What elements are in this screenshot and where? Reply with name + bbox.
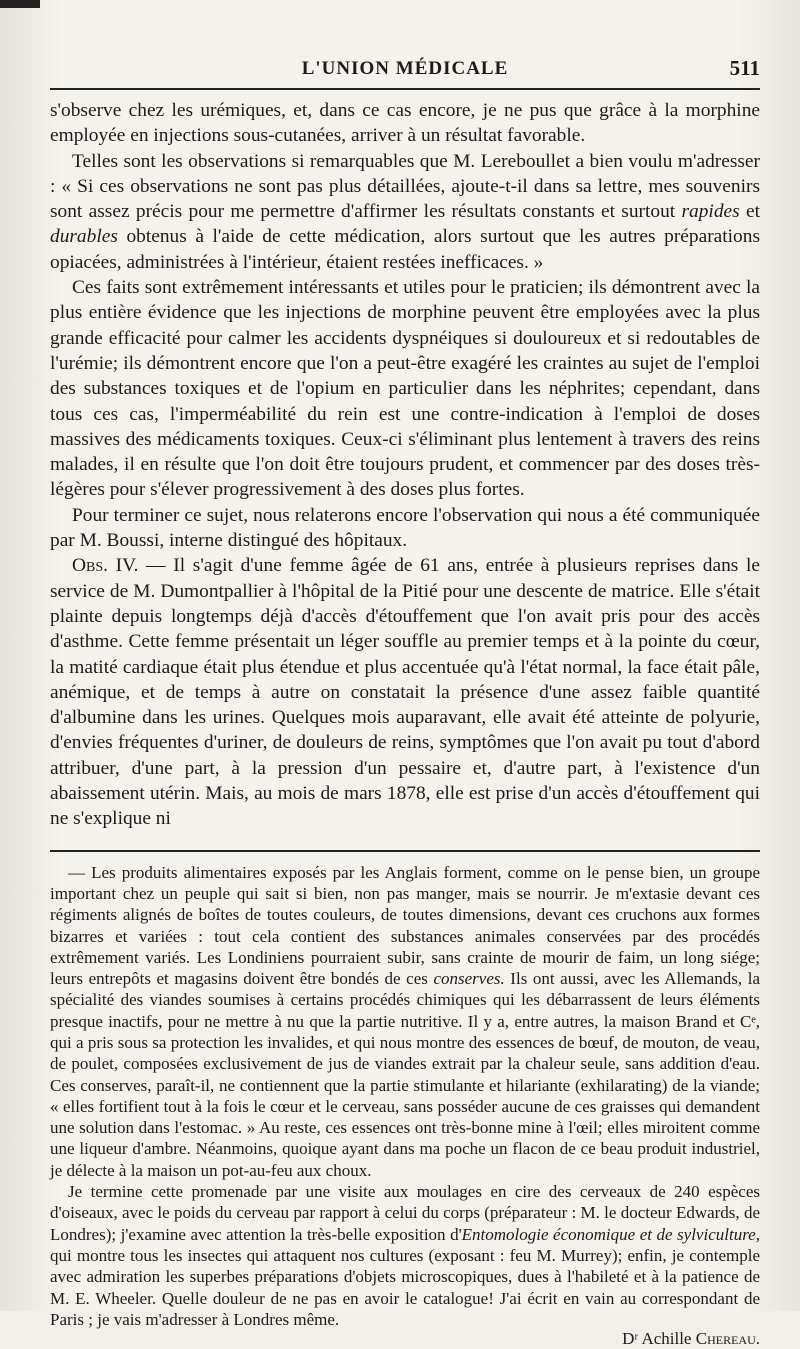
- note-1-text-b: Ils ont aussi, avec les Allemands, la spécialité des viandes soumises à certains procédés chimiques qui les débarrassent de leurs éléments presque inactifs, pour ne mettre à nu que la partie nutritive. Il y a, entre autres, la maison Brand et Cᵉ, qui a pris sous sa protection les invalides, et qui nous montre des essences de bœuf, de mouton, de veau, de poulet, composées exclusivement de jus de viandes extrait par la chaleur seule, sans addition d'eau. Ces conserves, paraît-il, ne contiennent que la partie stimulante et hilariante (exhilarating) de la viande; « elles fortifient tout à la fois le cœur et le cerveau, sans posséder aucune de ces graisses qui demandent une solution dans l'estomac. » Au reste, ces essences ont très-bonne mine à l'œil; elles miroitent comme une liqueur d'ambre. Néanmoins, quoique ayant dans ma poche un flacon de ce beau produit industriel, je délecte à la maison un pot-au-feu aux choux.: [50, 969, 760, 1180]
- paragraph-4-text: Pour terminer ce sujet, nous relaterons encore l'observation qui nous a été communiquée par M. Boussi, interne distingué des hôpitaux.: [50, 504, 760, 552]
- note-2-text-b: qui montre tous les insectes qui attaquent nos cultures (exposant : feu M. Murrey); enfin, je contemple avec admiration les superbes préparations d'objets microscopiques, dues à l'habileté et à la patience de M. E. Wheeler. Quelle douleur de ne pas en avoir le catalogue! J'ai écrit en vain au correspondant de Paris ; je vais m'adresser à Londres même.: [50, 1245, 760, 1329]
- section-divider: [50, 850, 760, 852]
- note-paragraph-2: [50, 1181, 760, 1330]
- paragraph-1: [50, 98, 760, 149]
- emphasis-rapides: rapides: [681, 201, 740, 223]
- main-text: [50, 98, 760, 832]
- paragraph-3: [50, 275, 760, 503]
- note-paragraph-1: [50, 862, 760, 1181]
- feuilleton-notes: [50, 862, 760, 1349]
- emphasis-durables: durables: [50, 226, 118, 248]
- note-2-text-a: Je termine cette promenade par une visite aux moulages en cire des cerveaux de 240 espèces d'oiseaux, avec le poids du cerveau par rapport à celui du corps (préparateur : M. le docteur Edwards, de Londres); j'examine avec attention la très-belle exposition d': [50, 1182, 760, 1244]
- signature-name: Chereau.: [695, 1329, 760, 1349]
- paragraph-2-text-b: et: [739, 201, 761, 223]
- paragraph-2-text-c: obtenus à l'aide de cette médication, alors surtout que les autres préparations opiacées, administrées à l'intérieur, étaient restées inefficaces. »: [50, 226, 760, 273]
- paragraph-4: [50, 503, 760, 554]
- scan-edge-shadow: [0, 0, 40, 8]
- observation-label: Obs. IV.: [72, 555, 139, 577]
- signature-prefix: Dʳ Achille: [622, 1329, 696, 1349]
- page-number: 511: [729, 56, 760, 80]
- note-1-text-a: — Les produits alimentaires exposés par les Anglais forment, comme on le pense bien, un groupe important chez un peuple qui sait si bien, non pas manger, mais se nourrir. Je m'extasie devant ces régiments alignés de boîtes de toutes couleurs, de toutes dimensions, devant ces cruchons aux formes bizarres et variées : tout cela contient des substances animales conservées par des procédés extrêmement variés. Les Londiniens pourraient subir, sans crainte de mourir de faim, un long siége; leurs entrepôts et magasins doivent être bondés de ces: [50, 862, 760, 989]
- observation-text: — Il s'agit d'une femme âgée de 61 ans, entrée à plusieurs reprises dans le service de M. Dumontpallier à l'hôpital de la Pitié pour une descente de matrice. Elle s'était plainte depuis longtemps déjà d'accès d'étouffement que l'on avait pris pour des accès d'asthme. Cette femme présentait un léger souffle au premier temps et à la pointe du cœur, la matité cardiaque était plus étendue et plus accentuée qu'à l'état normal, la face était pâle, anémique, et de temps à autre on constatait la présence d'une assez faible quantité d'albumine dans les urines. Quelques mois auparavant, elle avait été atteinte de polyurie, d'envies fréquentes d'uriner, de douleurs de reins, symptômes que l'on avait pu tout d'abord attribuer, d'une part, à la pression d'un pessaire et, d'autre part, à l'existence d'un abaissement utérin. Mais, au mois de mars 1878, elle est prise d'un accès d'étouffement qui ne s'explique ni: [50, 555, 760, 830]
- observation-iv: [50, 553, 760, 831]
- paragraph-1-text: s'observe chez les urémiques, et, dans ce cas encore, je ne pus que grâce à la morphine employée en injections sous-cutanées, arriver à un résultat favorable.: [50, 100, 760, 147]
- author-signature: [50, 1328, 760, 1349]
- running-title: L'UNION MÉDICALE: [301, 58, 509, 79]
- emphasis-conserves: conserves.: [433, 969, 505, 989]
- emphasis-entomologie: Entomologie économique et de sylviculture,: [461, 1224, 760, 1244]
- paragraph-3-text: Ces faits sont extrêmement intéressants et utiles pour le praticien; ils démontrent avec la plus entière évidence que les injections de morphine peuvent être employées avec la plus grande efficacité pour calmer les accidents dyspnéiques si douloureux et si redoutables de l'urémie; ils démontrent encore que l'on a peut-être exagéré les craintes au sujet de l'emploi des substances toxiques et de l'opium en particulier dans les néphrites; cependant, dans tous ces cas, l'imperméabilité du rein est une contre-indication à l'emploi de doses massives des médicaments toxiques. Ceux-ci s'éliminant plus lentement à travers des reins malades, il en résulte que l'on doit être toujours prudent, et commencer par des doses très-légères pour s'élever progressivement à des doses plus fortes.: [50, 277, 760, 501]
- paragraph-2-text-a: Telles sont les observations si remarquables que M. Lereboullet a bien voulu m'adresser : « Si ces observations ne sont pas plus détaillées, ajoute-t-il dans sa lettre, mes souvenirs sont assez précis pour me permettre d'affirmer les résultats constants et surtout: [50, 150, 760, 223]
- paragraph-2: [50, 149, 760, 275]
- page-header: [50, 0, 760, 90]
